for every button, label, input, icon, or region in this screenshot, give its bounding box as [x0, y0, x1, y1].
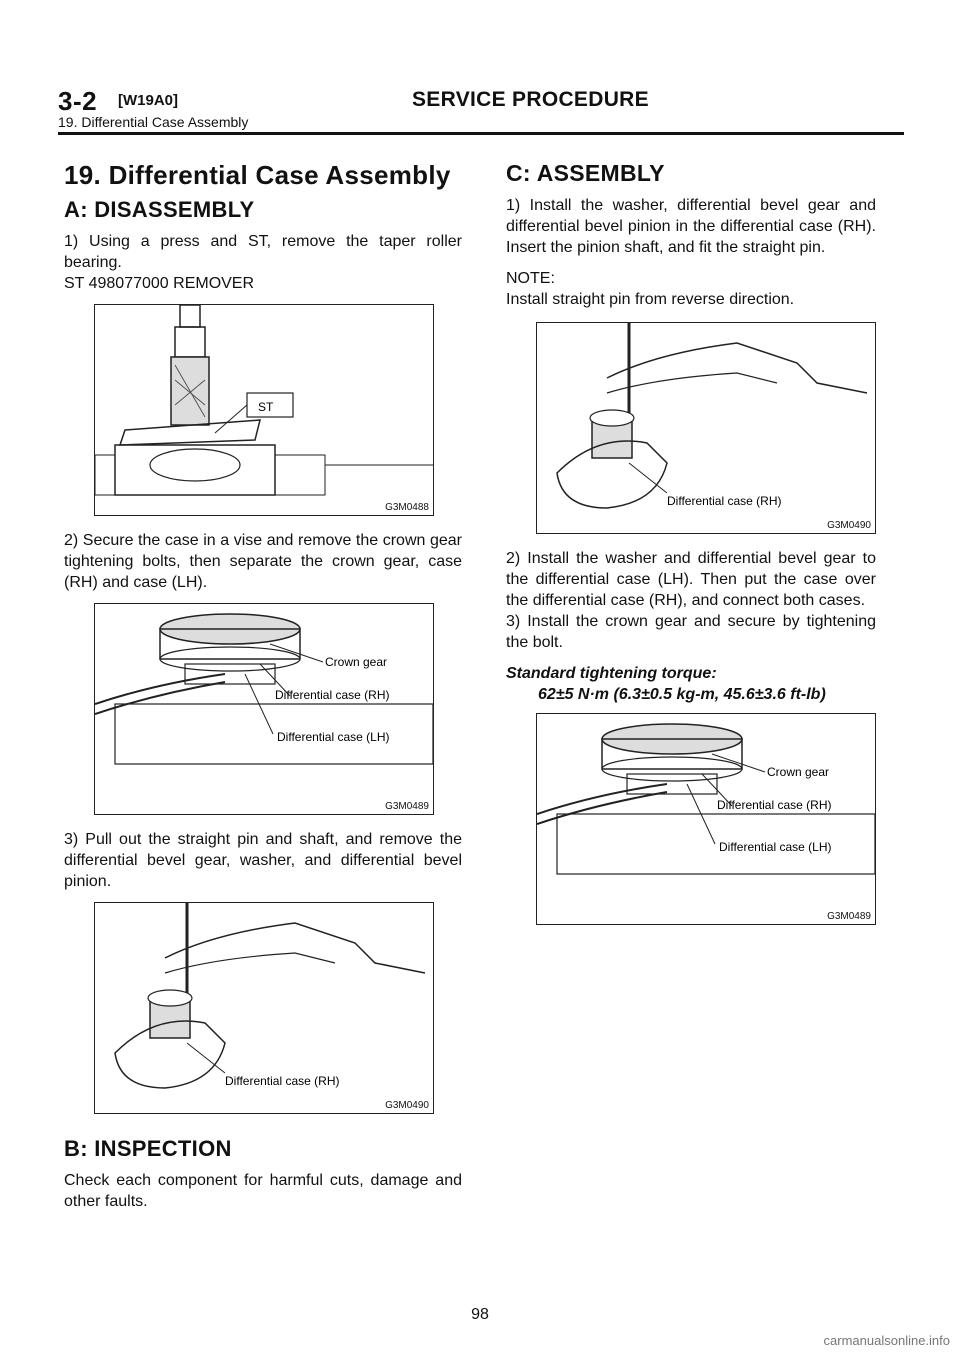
right-column: [506, 150, 876, 925]
header-rule: [58, 132, 904, 135]
torque-label: Standard tightening torque:: [506, 665, 717, 682]
watermark: carmanualsonline.info: [823, 1333, 950, 1348]
page-header: [58, 86, 904, 134]
assembly-step-1: 1) Install the washer, differential bevel gear and differential bevel pinion in the differential case (RH). Insert the pinion shaft, and fit the straight pin.: [506, 197, 876, 256]
disassembly-step-1: [64, 231, 462, 273]
assembly-step-2: 2) Install the washer and differential bevel gear to the differential case (LH). Then put the case over the differential case (RH), and connect both cases.: [506, 550, 876, 609]
torque-value: 62±5 N·m (6.3±0.5 kg-m, 45.6±3.6 ft-lb): [538, 686, 826, 703]
figure-crown-gear-assembly: [536, 713, 876, 925]
section-title: SERVICE PROCEDURE: [412, 88, 649, 111]
crown-gear-label: Crown gear: [325, 655, 388, 669]
figure-crown-gear: [94, 603, 434, 815]
st-callout-label: ST: [258, 400, 274, 414]
case-lh-label: Differential case (LH): [719, 840, 832, 854]
disassembly-step-2: 2) Secure the case in a vise and remove the crown gear tightening bolts, then separate the crown gear, case (RH) and case (LH).: [64, 532, 462, 591]
disassembly-heading: A: DISASSEMBLY: [64, 197, 255, 222]
figure-caption: G3M0489: [385, 801, 429, 812]
left-column: [64, 150, 462, 1222]
figure-straight-pin: [94, 902, 434, 1114]
section-subtitle: 19. Differential Case Assembly: [58, 114, 249, 130]
case-lh-label: Differential case (LH): [277, 730, 390, 744]
case-rh-label: Differential case (RH): [275, 688, 390, 702]
figure-straight-pin-assembly: [536, 322, 876, 534]
torque-spec: [506, 663, 876, 705]
st-tool-line: ST 498077000 REMOVER: [64, 275, 255, 292]
remover-illustration: [95, 305, 433, 515]
section-code: 3-2: [58, 86, 98, 116]
case-rh-label: Differential case (RH): [667, 494, 782, 508]
figure-caption: G3M0490: [827, 520, 871, 531]
disassembly-step-3: 3) Pull out the straight pin and shaft, and remove the differential bevel gear, washer, and differential bevel pinion.: [64, 831, 462, 890]
disassembly-step-1-text: 1) Using a press and ST, remove the taper roller bearing.: [64, 233, 462, 271]
page-number: 98: [471, 1306, 489, 1323]
figure-caption: G3M0488: [385, 502, 429, 513]
case-rh-label: Differential case (RH): [717, 798, 832, 812]
inspection-text: Check each component for harmful cuts, damage and other faults.: [64, 1172, 462, 1210]
crown-gear-label: Crown gear: [767, 765, 830, 779]
straight-pin-assembly-illustration: [537, 323, 875, 533]
case-rh-label: Differential case (RH): [225, 1074, 340, 1088]
crown-gear-illustration: [95, 604, 433, 814]
straight-pin-illustration: [95, 903, 433, 1113]
note-text: Install straight pin from reverse direction.: [506, 291, 795, 308]
crown-gear-assembly-illustration: [537, 714, 875, 924]
figure-caption: G3M0489: [827, 911, 871, 922]
note-label: NOTE:: [506, 270, 555, 287]
section-tag: [W19A0]: [118, 92, 179, 109]
assembly-step-3: 3) Install the crown gear and secure by tightening the bolt.: [506, 613, 876, 651]
page-title: 19. Differential Case Assembly: [64, 160, 451, 190]
inspection-heading: B: INSPECTION: [64, 1136, 232, 1161]
figure-remover: [94, 304, 434, 516]
assembly-heading: C: ASSEMBLY: [506, 160, 665, 186]
figure-caption: G3M0490: [385, 1100, 429, 1111]
